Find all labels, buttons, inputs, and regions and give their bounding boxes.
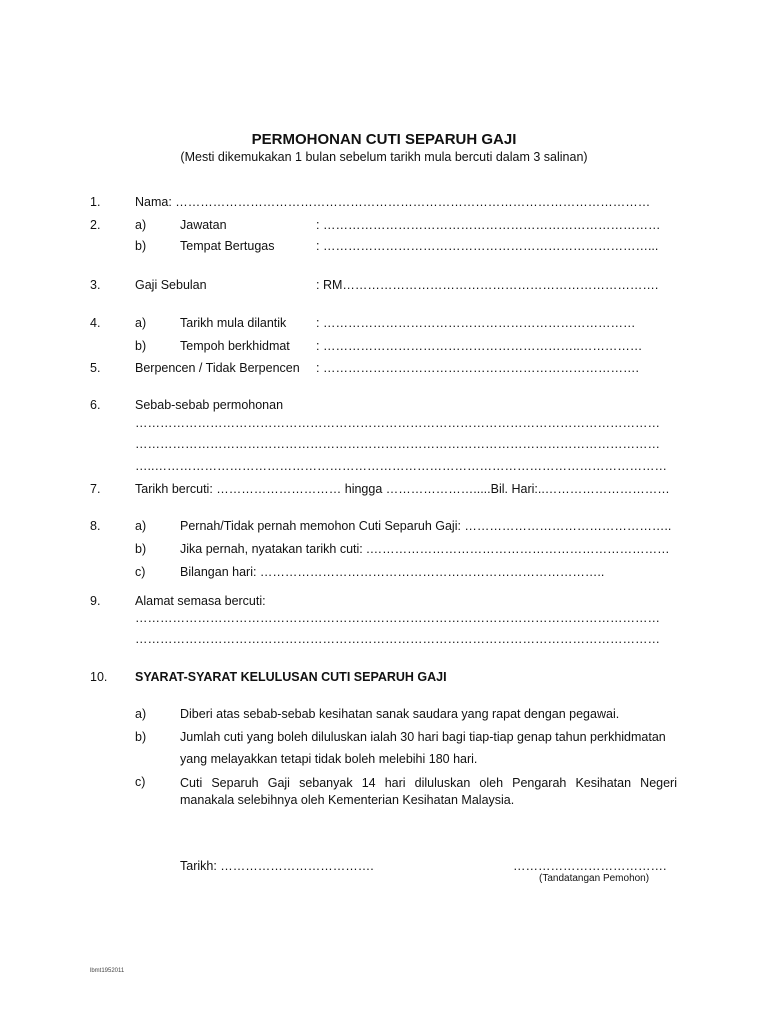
item-8c-letter: c) [135, 565, 146, 579]
bilangan-hari-field[interactable]: Bilangan hari: ……………………………………………………………………….. [180, 565, 605, 579]
signature-caption: (Tandatangan Pemohon) [539, 873, 650, 884]
berpencen-field[interactable]: : …………………………………………………………………. [316, 361, 639, 375]
alamat-line-2[interactable]: ……………………………………………………………………………………………………………… [135, 632, 660, 646]
syarat-a-text: Diberi atas sebab-sebab kesihatan sanak saudara yang rapat dengan pegawai. [180, 707, 620, 721]
sebab-line-1[interactable]: ……………………………………………………………………………………………………………… [135, 416, 660, 430]
tempat-bertugas-field[interactable]: : ……………………………………………………………………... [316, 239, 659, 253]
form-title: PERMOHONAN CUTI SEPARUH GAJI [251, 131, 517, 148]
item-2b-letter: b) [135, 239, 147, 253]
sebab-permohonan-label: Sebab-sebab permohonan [135, 398, 284, 412]
tarikh-bercuti-field[interactable]: Tarikh bercuti: ………………………… hingga ………………….....Bil. Hari:..………………………… [135, 482, 670, 496]
pernah-memohon-field[interactable]: Pernah/Tidak pernah memohon Cuti Separuh Gaji: ………………………………………….. [180, 519, 672, 533]
item-7-number: 7. [90, 482, 101, 496]
item-9-number: 9. [90, 594, 101, 608]
gaji-sebulan-field[interactable]: : RM…………………………………………………………………. [316, 278, 659, 292]
tarikh-cuti-field[interactable]: Jika pernah, nyatakan tarikh cuti: .……………………………………………………………… [180, 542, 670, 556]
tempat-bertugas-label: Tempat Bertugas [180, 239, 275, 253]
sebab-line-3[interactable]: …..…………………………………………………………………………………………………………… [135, 459, 667, 473]
item-4-number: 4. [90, 316, 101, 330]
item-2a-letter: a) [135, 218, 147, 232]
berpencen-label: Berpencen / Tidak Berpencen [135, 361, 300, 375]
item-6-number: 6. [90, 398, 101, 412]
syarat-b-letter: b) [135, 730, 147, 744]
item-8b-letter: b) [135, 542, 147, 556]
tarikh-signature-field[interactable]: Tarikh: ………………………………. [180, 859, 374, 873]
footer-code: lbmt1952011 [90, 968, 125, 974]
alamat-line-1[interactable]: ……………………………………………………………………………………………………………… [135, 611, 660, 625]
tempoh-berkhidmat-label: Tempoh berkhidmat [180, 339, 290, 353]
syarat-b-line-1: Jumlah cuti yang boleh diluluskan ialah 30 hari bagi tiap-tiap genap tahun perkhidmatan [180, 730, 666, 744]
syarat-c-text: Cuti Separuh Gaji sebanyak 14 hari diluluskan oleh Pengarah Kesihatan Negeri manakala selebihnya oleh Kementerian Kesihatan Malaysia. [180, 776, 677, 807]
tarikh-dilantik-label: Tarikh mula dilantik [180, 316, 287, 330]
syarat-c-letter: c) [135, 775, 146, 789]
item-10-number: 10. [90, 670, 108, 684]
item-5-number: 5. [90, 361, 101, 375]
item-2-number: 2. [90, 218, 101, 232]
item-1-number: 1. [90, 195, 101, 209]
alamat-label: Alamat semasa bercuti: [135, 594, 266, 608]
syarat-heading: SYARAT-SYARAT KELULUSAN CUTI SEPARUH GAJI [135, 670, 447, 684]
signature-line[interactable]: ………………………………. [513, 859, 667, 873]
jawatan-field[interactable]: : ……………………………………………………………………… [316, 218, 661, 232]
syarat-b-line-2: yang melayakkan tetapi tidak boleh melebihi 180 hari. [180, 752, 478, 766]
tarikh-dilantik-field[interactable]: : ………………………………………………………………… [316, 316, 636, 330]
item-4b-letter: b) [135, 339, 147, 353]
sebab-line-2[interactable]: ……………………………………………………………………………………………………………… [135, 437, 660, 451]
item-4a-letter: a) [135, 316, 147, 330]
item-3-number: 3. [90, 278, 101, 292]
gaji-sebulan-label: Gaji Sebulan [135, 278, 207, 292]
item-8a-letter: a) [135, 519, 147, 533]
name-field[interactable]: Nama: …………………………………………………………………………………………………… [135, 195, 651, 209]
form-subtitle: (Mesti dikemukakan 1 bulan sebelum tarikh mula bercuti dalam 3 salinan) [180, 150, 588, 164]
jawatan-label: Jawatan [180, 218, 227, 232]
syarat-a-letter: a) [135, 707, 147, 721]
item-8-number: 8. [90, 519, 101, 533]
tempoh-berkhidmat-field[interactable]: : ……………………………………………………..…………… [316, 339, 643, 353]
